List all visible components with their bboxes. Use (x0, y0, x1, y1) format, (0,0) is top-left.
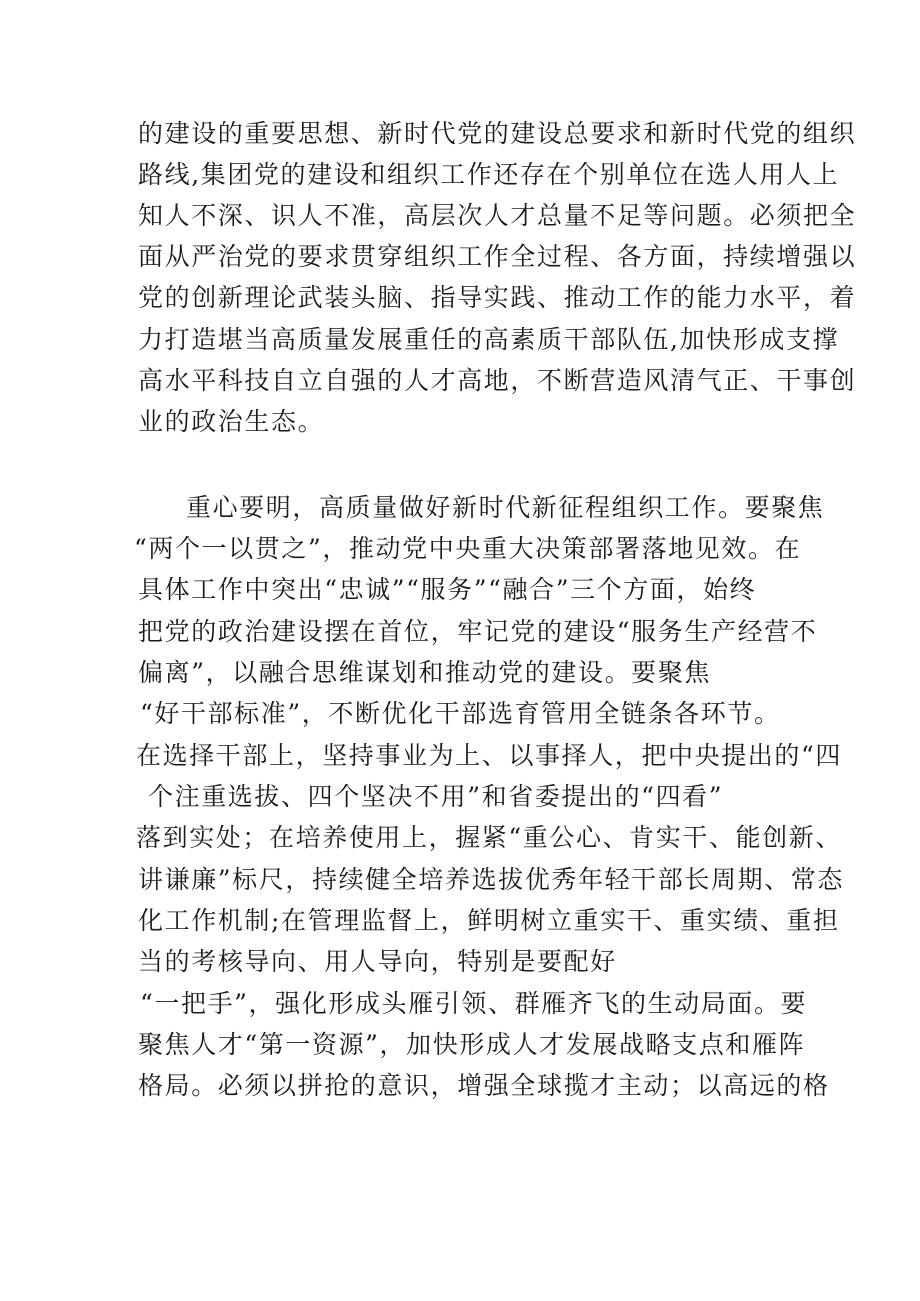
paragraph-2-line-8: 个注重选拔、四个坚决不用”和省委提出的“四看” (148, 782, 724, 811)
paragraph-1-line-1: 的建设的重要思想、新时代党的建设总要求和新时代党的组织 (138, 119, 857, 148)
paragraph-2-line-3: 具体工作中突出“忠诚”“服务”“融合”三个方面，始终 (138, 575, 757, 604)
paragraph-1-line-3: 知人不深、识人不准，高层次人才总量不足等问题。必须把全 (138, 201, 857, 230)
paragraph-2-line-1: 重心要明，高质量做好新时代新征程组织工作。要聚焦 (186, 493, 825, 522)
paragraph-1-line-5: 党的创新理论武装头脑、指导实践、推动工作的能力水平，着 (138, 283, 857, 312)
paragraph-2-line-6: “好干部标准”，不断优化干部选育管用全链条各环节。 (140, 699, 781, 728)
paragraph-1-line-2: 路线,集团党的建设和组织工作还存在个别单位在选人用人上 (138, 160, 840, 189)
paragraph-2-line-15: 格局。必须以拼抢的意识，增强全球揽才主动；以高远的格 (138, 1071, 830, 1100)
paragraph-2-line-14: 聚焦人才“第一资源”，加快形成人才发展战略支点和雁阵 (138, 1030, 806, 1059)
paragraph-2-line-2: “两个一以贯之”，推动党中央重大决策部署落地见效。在 (134, 534, 802, 563)
paragraph-2-line-11: 化工作机制;在管理监督上，鲜明树立重实干、重实绩、重担 (138, 906, 840, 935)
paragraph-2-line-13: “一把手”，强化形成头雁引领、群雁齐飞的生动局面。要 (140, 989, 808, 1018)
paragraph-1-line-6: 力打造堪当高质量发展重任的高素质干部队伍,加快形成支撑 (138, 325, 840, 354)
paragraph-2-line-7: 在选择干部上，坚持事业为上、以事择人，把中央提出的“四 (136, 741, 842, 770)
paragraph-1-line-7: 高水平科技自立自强的人才高地，不断营造风清气正、干事创 (138, 366, 857, 395)
paragraph-2-line-5: 偏离”，以融合思维谋划和推动党的建设。要聚焦 (138, 658, 711, 687)
paragraph-2-line-9: 落到实处；在培养使用上，握紧“重公心、肯实干、能创新、 (136, 823, 842, 852)
paragraph-1-line-8: 业的政治生态。 (138, 407, 325, 436)
paragraph-1-line-4: 面从严治党的要求贯穿组织工作全过程、各方面，持续增强以 (138, 242, 857, 271)
paragraph-2-line-12: 当的考核导向、用人导向，特别是要配好 (138, 947, 617, 976)
paragraph-2-line-4: 把党的政治建设摆在首位，牢记党的建设“服务生产经营不 (138, 617, 818, 646)
paragraph-2-line-10: 讲谦廉”标尺，持续健全培养选拔优秀年轻干部长周期、常态 (138, 865, 844, 894)
